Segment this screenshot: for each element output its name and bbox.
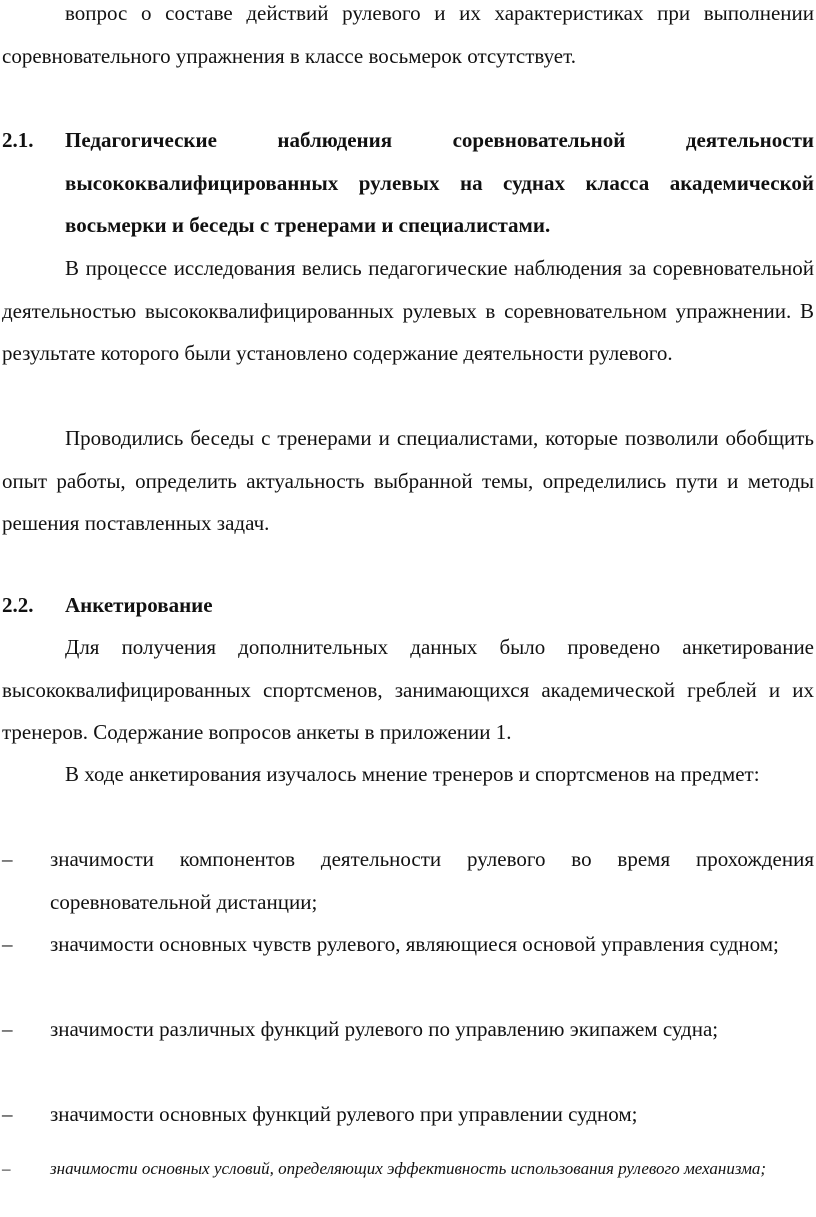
list-item-text: значимости различных функций рулевого по управлению экипажем судна; xyxy=(50,1017,719,1041)
list-item-text: значимости компонентов деятельности рулевого во время прохождения соревновательной дистанции; xyxy=(50,847,814,914)
list-item-text: значимости основных функций рулевого при управлении судном; xyxy=(50,1102,638,1126)
section-2-1-title: Педагогические наблюдения соревновательной деятельности высококвалифицированных рулевых на суднах класса академической восьмерки и беседы с тренерами и специалистами. xyxy=(65,128,814,237)
section-2-2-paragraph-2: В ходе анкетирования изучалось мнение тренеров и спортсменов на предмет: xyxy=(65,762,760,786)
intro-paragraph: вопрос о составе действий рулевого и их характеристиках при выполнении соревновательного упражнения в классе восьмерок отсутствует. xyxy=(2,1,814,68)
list-item-text: значимости основных чувств рулевого, являющиеся основой управления судном; xyxy=(50,932,779,956)
section-2-1-number: 2.1. xyxy=(2,128,34,152)
section-2-1-paragraph-2: Проводились беседы с тренерами и специалистами, которые позволили обобщить опыт работы, определить актуальность выбранной темы, определились пути и методы решения поставленных задач. xyxy=(2,426,814,535)
list-item xyxy=(2,1093,814,1136)
section-2-2-paragraph-1: Для получения дополнительных данных было проведено анкетирование высококвалифицированных спортсменов, занимающихся академической греблей и их тренеров. Содержание вопросов анкеты в приложении 1. xyxy=(2,635,814,744)
bullet-dash: – xyxy=(2,1102,13,1126)
bullet-dash: – xyxy=(2,1159,11,1178)
section-2-1-heading xyxy=(2,119,814,247)
list-item xyxy=(2,923,814,966)
list-item-text: значимости основных условий, определяющих эффективность использования рулевого механизма; xyxy=(50,1159,767,1178)
bullet-dash: – xyxy=(2,847,13,871)
section-2-2-heading xyxy=(2,584,814,627)
list-item xyxy=(2,1156,814,1182)
bullet-dash: – xyxy=(2,1017,13,1041)
section-2-2-number: 2.2. xyxy=(2,593,34,617)
section-2-1-paragraph-1: В процессе исследования велись педагогические наблюдения за соревновательной деятельностью высококвалифицированных рулевых в соревновательном упражнении. В результате которого были установлено содержание деятельности рулевого. xyxy=(2,256,814,365)
bullet-dash: – xyxy=(2,932,13,956)
list-item xyxy=(2,838,814,923)
section-2-2-title: Анкетирование xyxy=(65,593,213,617)
list-item xyxy=(2,1008,814,1051)
